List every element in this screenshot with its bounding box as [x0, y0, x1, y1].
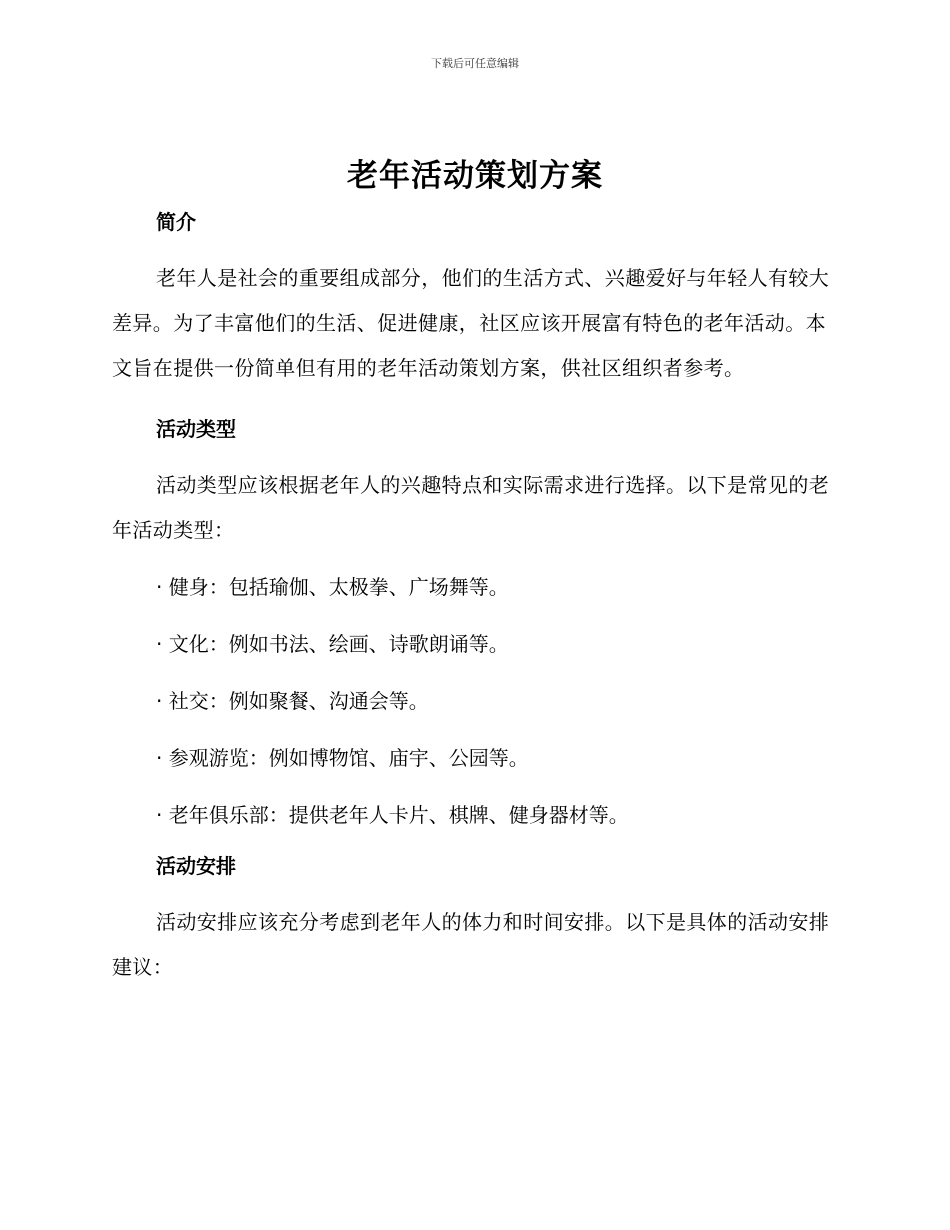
schedule-paragraph: 活动安排应该充分考虑到老年人的体力和时间安排。以下是具体的活动安排建议：	[112, 910, 830, 979]
section-heading-schedule: 活动安排	[156, 854, 236, 878]
section-heading-types: 活动类型	[156, 417, 236, 441]
section-heading-intro: 简介	[156, 210, 196, 234]
types-paragraph: 活动类型应该根据老年人的兴趣特点和实际需求进行选择。以下是常见的老年活动类型：	[112, 473, 830, 542]
list-item: · 老年俱乐部：提供老年人卡片、棋牌、健身器材等。	[156, 803, 629, 827]
list-item: · 社交：例如聚餐、沟通会等。	[156, 689, 429, 713]
list-item: · 健身：包括瑜伽、太极拳、广场舞等。	[156, 575, 509, 599]
document-body	[112, 200, 832, 990]
document-title: 老年活动策划方案	[347, 158, 603, 194]
list-item: · 文化：例如书法、绘画、诗歌朗诵等。	[156, 632, 509, 656]
header-note: 下载后可任意编辑	[431, 57, 519, 70]
list-item: · 参观游览：例如博物馆、庙宇、公园等。	[156, 746, 529, 770]
intro-paragraph: 老年人是社会的重要组成部分，他们的生活方式、兴趣爱好与年轻人有较大差异。为了丰富他们的生活、促进健康，社区应该开展富有特色的老年活动。本文旨在提供一份简单但有用的老年活动策划方案，供社区组织者参考。	[112, 266, 830, 380]
